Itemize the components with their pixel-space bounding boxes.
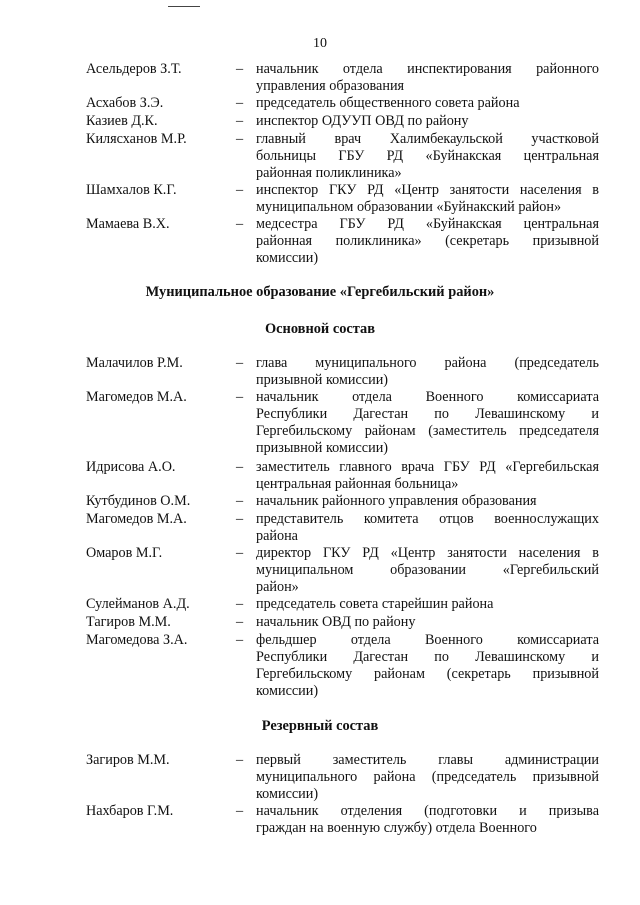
entry-description-line: Республики Дагестан по Левашинскому и [256,649,599,665]
entry-dash: – [236,511,244,527]
entry-name: Асельдеров З.Т. [86,61,182,77]
entry-description-line: начальник районного управления образования [256,493,537,509]
entry-description-line: начальник отдела Военного комиссариата [256,389,599,405]
entry-name: Загиров М.М. [86,752,170,768]
entry-dash: – [236,61,244,77]
entry-description-line: комиссии) [256,786,319,802]
entry-description-line: Гергебильскому районам (заместитель председателя [256,423,599,439]
main-composition-heading: Основной состав [264,321,376,337]
entry-name: Казиев Д.К. [86,113,158,129]
entry-description-line: председатель совета старейшин района [256,596,494,612]
entry-name: Малачилов Р.М. [86,355,183,371]
entry-description-line: район» [256,579,299,595]
entry-dash: – [236,131,244,147]
entry-description-line: граждан на военную службу) отдела Военного [256,820,537,836]
entry-description-line: инспектор ОДУУП ОВД по району [256,113,469,129]
entry-name: Сулейманов А.Д. [86,596,190,612]
entry-dash: – [236,355,244,371]
entry-description-line: Республики Дагестан по Левашинскому и [256,406,599,422]
entry-description-line: начальник отделения (подготовки и призыва [256,803,599,819]
entry-dash: – [236,632,244,648]
entry-name: Килясханов М.Р. [86,131,187,147]
entry-description-line: района [256,528,298,544]
entry-dash: – [236,752,244,768]
entry-name: Тагиров М.М. [86,614,171,630]
entry-name: Кутбудинов О.М. [86,493,191,509]
entry-description-line: больницы ГБУ РД «Буйнакская центральная [256,148,599,164]
entry-description-line: Гергебильскому районам (секретарь призывной [256,666,599,682]
entry-description-line: призывной комиссии) [256,372,389,388]
entry-description-line: управления образования [256,78,405,94]
entry-name: Омаров М.Г. [86,545,163,561]
reserve-composition-heading: Резервный состав [261,718,379,734]
entry-description-line: муниципальном образовании «Буйнакский район» [256,199,562,215]
entry-dash: – [236,216,244,232]
entry-description-line: глава муниципального района (председатель [256,355,599,371]
entry-dash: – [236,493,244,509]
entry-dash: – [236,545,244,561]
entry-description-line: районная поликлиника» (секретарь призывной [256,233,599,249]
entry-name: Шамхалов К.Г. [86,182,177,198]
entry-dash: – [236,389,244,405]
entry-dash: – [236,459,244,475]
entry-description-line: медсестра ГБУ РД «Буйнакская центральная [256,216,599,232]
entry-description-line: первый заместитель главы администрации [256,752,599,768]
entry-description-line: заместитель главного врача ГБУ РД «Гергебильская [256,459,599,475]
entry-description-line: главный врач Халимбекаульской участковой [256,131,599,147]
entry-description-line: муниципального района (председатель призывной [256,769,599,785]
entry-dash: – [236,182,244,198]
entry-description-line: инспектор ГКУ РД «Центр занятости населения в [256,182,599,198]
entry-description-line: представитель комитета отцов военнослужащих [256,511,599,527]
entry-name: Идрисова А.О. [86,459,176,475]
entry-description-line: комиссии) [256,683,319,699]
entry-description-line: фельдшер отдела Военного комиссариата [256,632,599,648]
entry-description-line: муниципальном образовании «Гергебильский [256,562,599,578]
entry-dash: – [236,113,244,129]
entry-name: Асхабов З.Э. [86,95,164,111]
entry-name: Магомедов М.А. [86,511,187,527]
entry-dash: – [236,95,244,111]
entry-description-line: начальник ОВД по району [256,614,416,630]
entry-name: Мамаева В.Х. [86,216,170,232]
entry-description-line: директор ГКУ РД «Центр занятости населения в [256,545,599,561]
entry-description-line: районная поликлиника» [256,165,402,181]
entry-description-line: председатель общественного совета района [256,95,520,111]
entry-name: Нахбаров Г.М. [86,803,174,819]
entry-description-line: комиссии) [256,250,319,266]
entry-dash: – [236,803,244,819]
entry-description-line: призывной комиссии) [256,440,389,456]
scan-mark [168,6,200,7]
municipality-heading: Муниципальное образование «Гергебильский район» [145,284,495,300]
entry-name: Магомедов М.А. [86,389,187,405]
entry-description-line: начальник отдела инспектирования районного [256,61,599,77]
entry-dash: – [236,596,244,612]
entry-dash: – [236,614,244,630]
page-number: 10 [313,36,327,51]
entry-description-line: центральная районная больница» [256,476,459,492]
entry-name: Магомедова З.А. [86,632,188,648]
